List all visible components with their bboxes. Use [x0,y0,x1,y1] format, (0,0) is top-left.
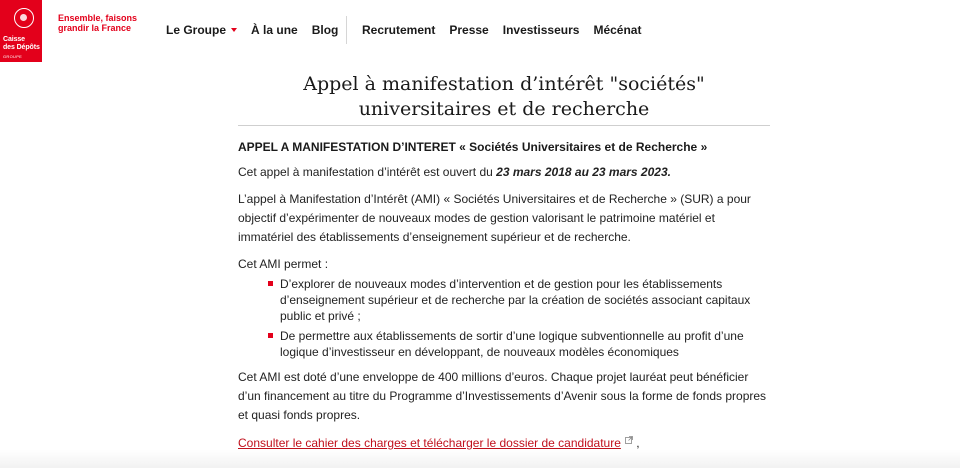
dropdown-caret-icon [231,28,237,32]
list-intro: Cet AMI permet : [238,257,329,271]
list-item-text: D’explorer de nouveaux modes d’intervention et de gestion pour les établissements d’enseignement supérieur et de recherche par la création de sociétés associant capitaux public et privé ; [280,277,751,323]
caisse-des-depots-seal-icon [14,8,34,28]
nav-item-label: Le Groupe [166,23,227,37]
nav-item-le-groupe[interactable] [166,23,237,37]
list-item [268,276,770,324]
funding-paragraph: Cet AMI est doté d’une enveloppe de 400 millions d’euros. Chaque projet lauréat peut bénéficier d’un financement au titre du Programme d’Investissements d’Avenir sous la forme de fonds propres et quasi fonds propres. [238,370,767,422]
primary-nav [166,22,352,38]
nav-divider [346,16,347,44]
nav-item-a-la-une[interactable] [251,23,298,37]
tagline: Ensemble, faisons grandir la France [58,13,138,33]
dates-paragraph [238,163,770,182]
bullet-square-icon [268,281,273,286]
external-link-icon [625,436,633,444]
logo-line-1: Caisse [3,36,25,43]
download-dossier-link[interactable]: Consulter le cahier des charges et télécharger le dossier de candidature [238,436,621,450]
nav-item-mecenat[interactable]: Mécénat [593,23,642,37]
objectives-list [238,276,770,360]
list-item-text: De permettre aux établissements de sortir d’une logique subventionnelle au profit d’une logique d’investisseur en développant, de nouveaux modèles économiques [280,329,744,359]
article-content [238,62,770,451]
nav-item-label: À la une [251,23,298,37]
nav-item-investisseurs[interactable]: Investisseurs [502,23,580,37]
nav-item-label: Blog [311,23,339,37]
logo-wordmark [3,36,40,52]
nav-item-recrutement[interactable]: Recrutement [362,23,436,37]
scroll-fade [0,450,960,468]
logo-subtitle: GROUPE [3,54,23,59]
nav-item-blog[interactable] [312,23,339,37]
intro-paragraph: L’appel à Manifestation d’Intérêt (AMI) « Sociétés Universitaires et de Recherche » (SUR) a pour objectif d’expérimenter de nouveaux modes de gestion valorisant le patrimoine matériel et immatériel des établissements d’enseignement supérieur et de recherche. [238,192,751,244]
page-title: Appel à manifestation d’intérêt "sociétés" universitaires et de recherche [238,62,770,126]
site-header [0,0,960,62]
section-heading: APPEL A MANIFESTATION D’INTERET « Sociétés Universitaires et de Recherche » [238,140,708,154]
secondary-nav [362,22,655,38]
caisse-des-depots-logo[interactable] [0,0,42,62]
list-item [268,328,770,360]
bullet-square-icon [268,333,273,338]
logo-line-2: des Dépôts [3,44,40,51]
dates-prefix: Cet appel à manifestation d’intérêt est ouvert du [238,165,497,179]
dates-value: 23 mars 2018 au 23 mars 2023. [496,165,671,179]
nav-item-presse[interactable]: Presse [449,23,489,37]
cta-suffix: , [632,436,640,450]
cta-line [238,435,770,451]
